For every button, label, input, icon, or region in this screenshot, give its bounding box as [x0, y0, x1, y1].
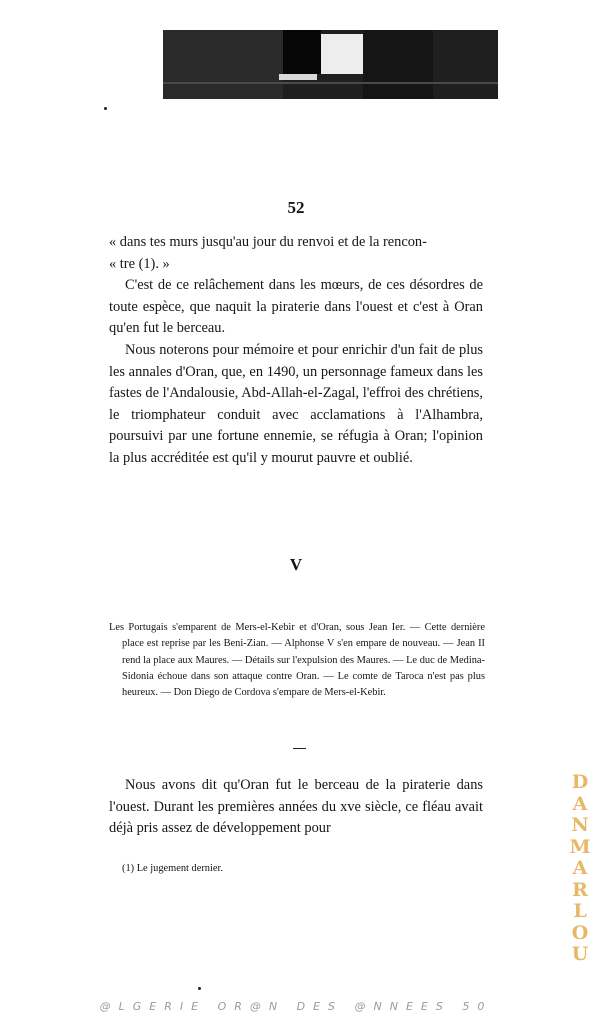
watermark-letter: N	[571, 814, 589, 836]
paragraph-piraterie: Nous avons dit qu'Oran fut le berceau de la piraterie dans l'ouest. Durant les premières années du xve siècle, ce fléau avait déjà pris assez de développement pour	[109, 777, 483, 837]
footnote: (1) Le jugement dernier.	[122, 863, 223, 874]
paragraph-relachement: C'est de ce relâchement dans les mœurs, de ces désordres de toute espèce, que naquit la piraterie dans l'ouest et c'est à Oran qu'en fut le berceau.	[109, 277, 483, 337]
paragraph-quote-line-2: « tre (1). »	[109, 255, 170, 272]
scan-block	[163, 30, 283, 99]
body-text-top	[109, 232, 483, 470]
paragraph-annales: Nous noterons pour mémoire et pour enrichir d'un fait de plus les annales d'Oran, que, en 1490, un personnage fameux dans les fastes de l'Andalousie, Abd-Allah-el-Zagal, l'effroi des chrétiens, le triomphateur conduit avec acclamations à l'Alhambra, poursuivi par une fortune ennemie, se réfugia à Oran; l'opinion la plus accréditée est qu'il y mourut pauvre et oublié.	[109, 341, 483, 466]
scan-block	[363, 30, 433, 99]
scan-speck	[198, 987, 201, 990]
watermark-letter: O	[571, 921, 589, 944]
paragraph-quote-line-1: « dans tes murs jusqu'au jour du renvoi et de la rencon-	[109, 234, 427, 250]
chapter-summary	[109, 620, 485, 701]
scan-block	[279, 74, 317, 80]
scan-block	[283, 30, 321, 74]
watermark-letter: A	[572, 792, 588, 815]
summary-text: Les Portugais s'emparent de Mers-el-Kebir et d'Oran, sous Jean Ier. — Cette dernière place est reprise par les Beni-Zian. — Alphonse V s'en empare de nouveau. — Jean II rend la place aux Maures. — Détails sur l'expulsion des Maures. — Le duc de Medina-Sidonia échoue dans son attaque contre Oran. — Le comte de Taroca n'est pas plus heureux. — Don Diego de Cordova s'empare de Mers-el-Kebir.	[109, 622, 485, 699]
scan-speck	[104, 107, 107, 110]
scan-block	[163, 82, 498, 84]
watermark-letter: A	[572, 857, 588, 879]
scan-block	[321, 34, 363, 74]
page-number: 52	[287, 198, 305, 217]
body-text-bottom	[109, 775, 483, 840]
section-separator	[293, 748, 306, 749]
watermark-letter: M	[569, 835, 591, 858]
watermark-letter: U	[571, 943, 589, 965]
watermark-vertical	[569, 772, 591, 966]
section-heading: V	[289, 555, 303, 574]
watermark-footer: @LGERIE OR@N DES @NNEES 50	[99, 1000, 493, 1013]
watermark-letter: R	[572, 878, 588, 901]
watermark-letter: L	[573, 900, 587, 922]
scan-artifact-bar	[163, 30, 498, 99]
watermark-letter: D	[571, 771, 589, 793]
